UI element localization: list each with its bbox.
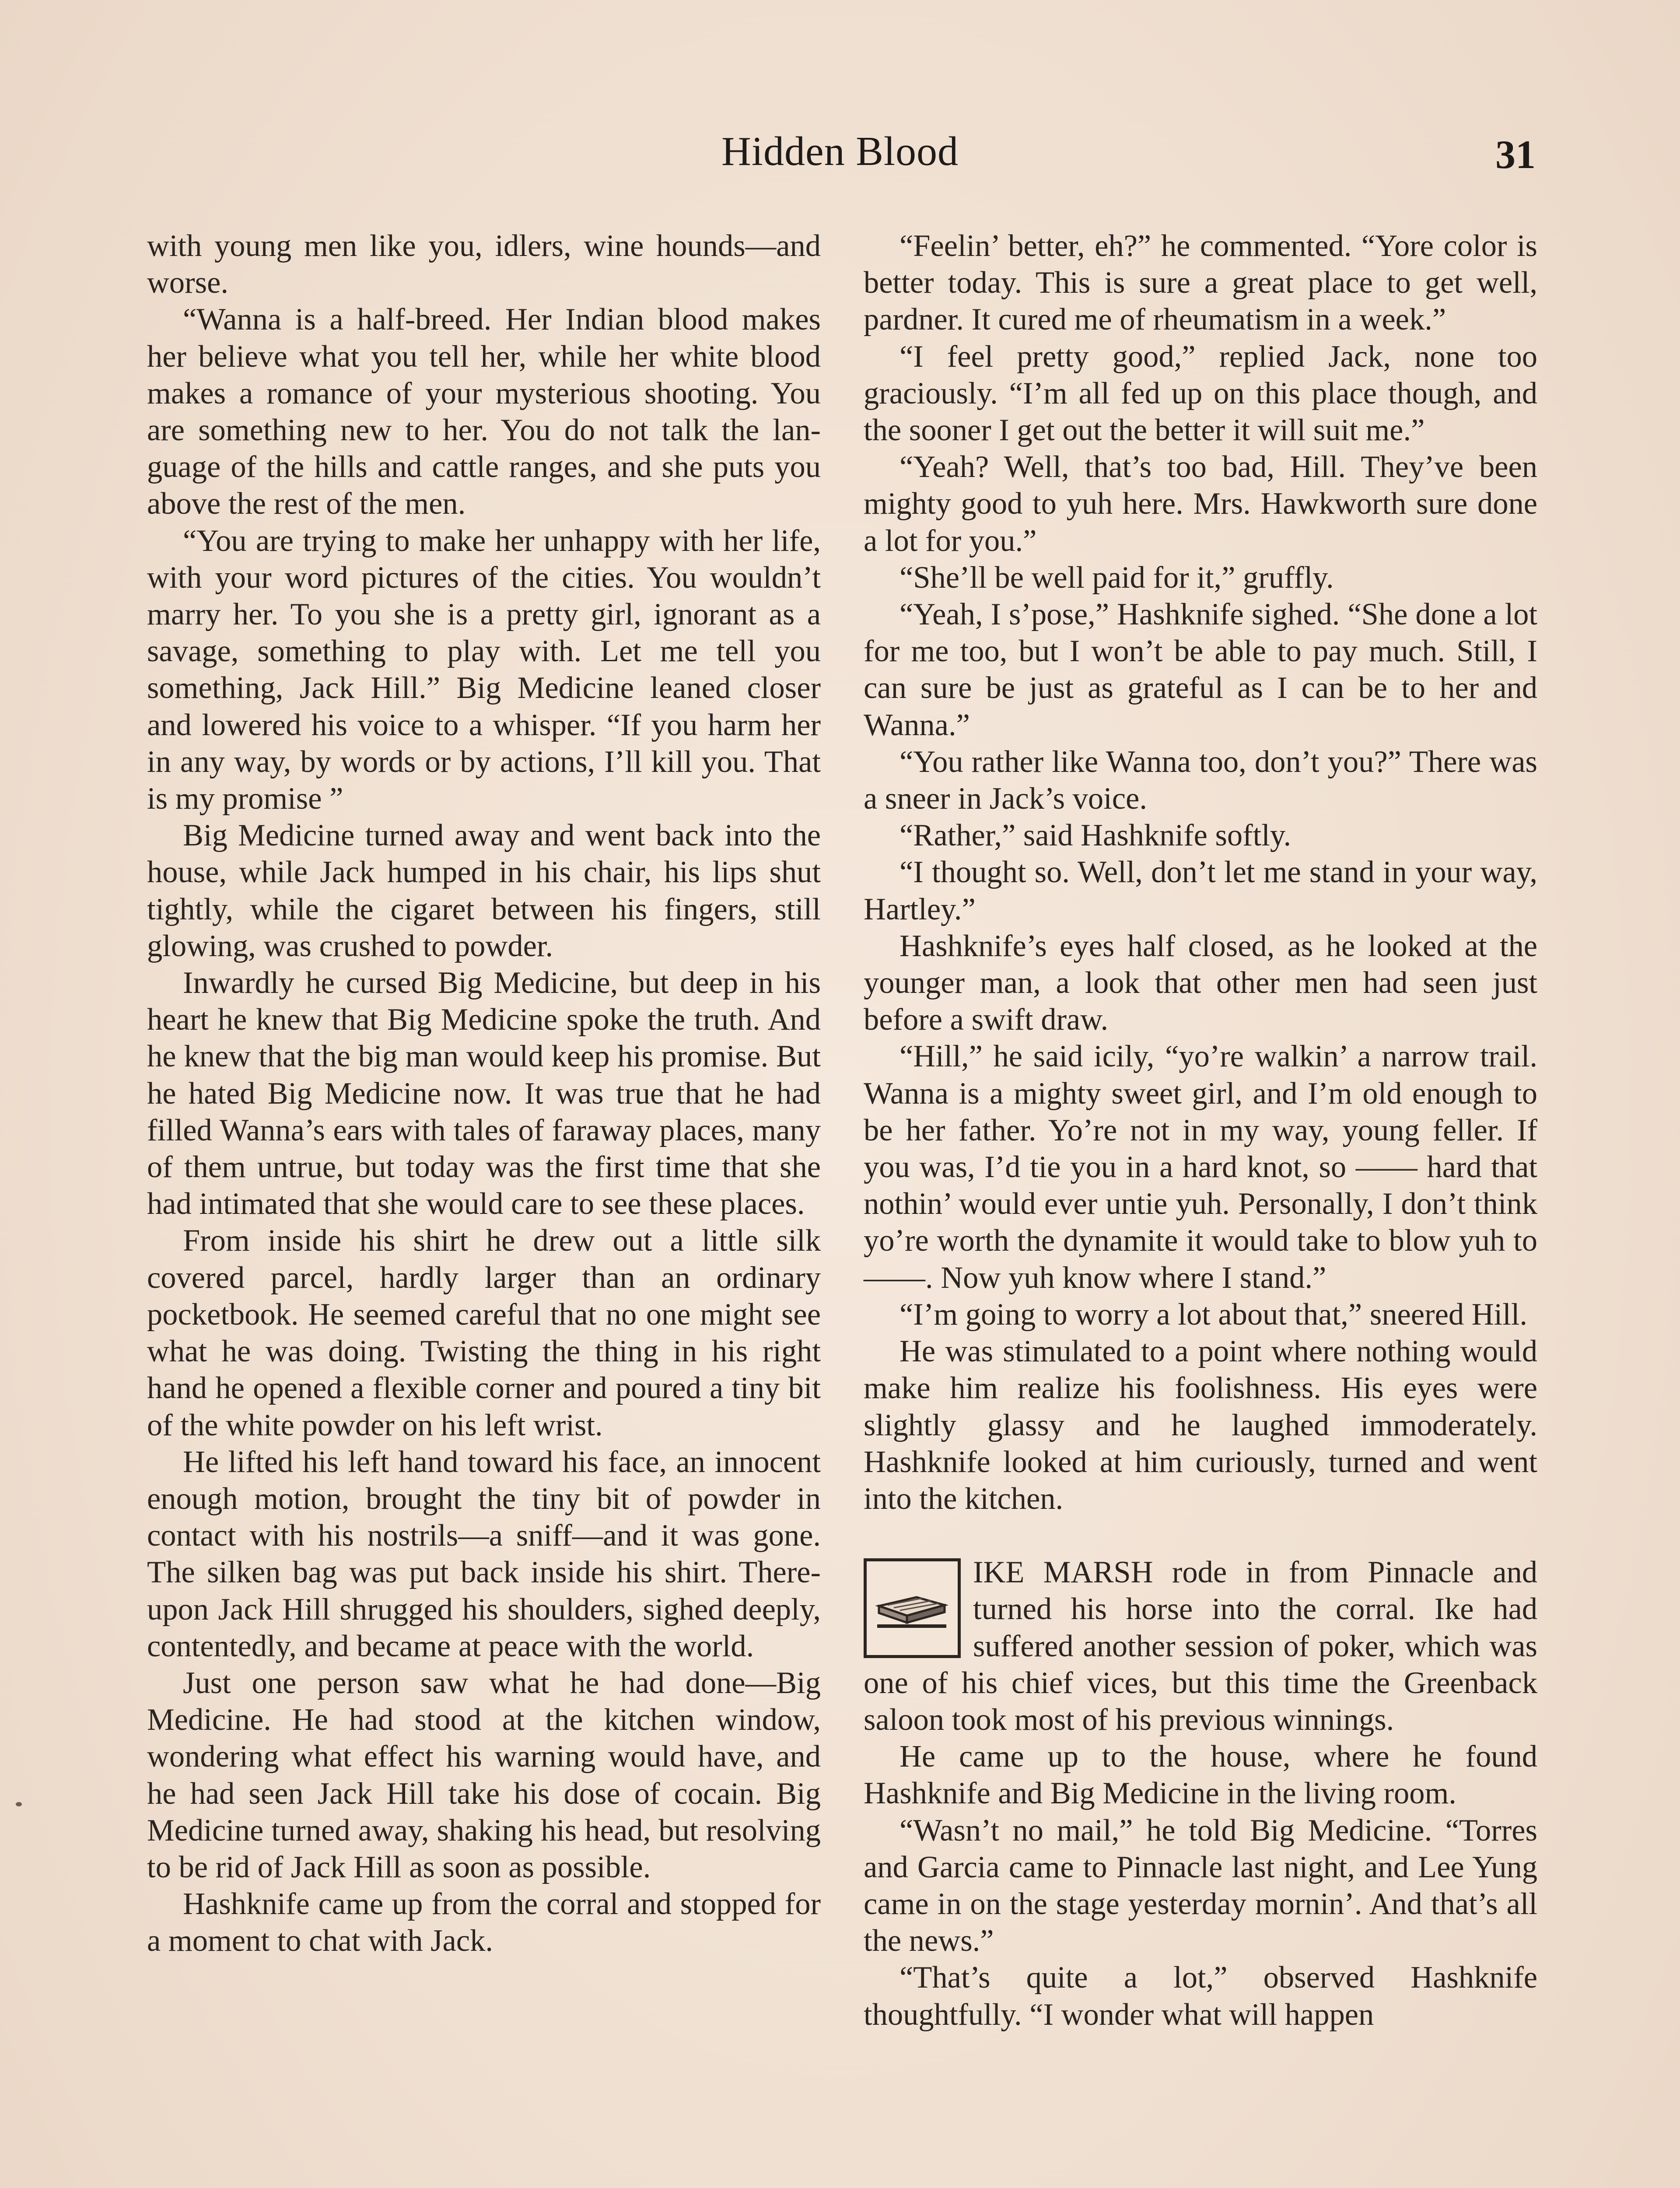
right-paragraph: “I thought so. Well, don’t let me stand in your way, Hartley.” xyxy=(864,855,1537,926)
right-paragraph: Hashknife’s eyes half closed, as he looked at the younger man, a look that other men had seen just before a swift draw. xyxy=(864,929,1537,1037)
left-paragraph: “You are trying to make her unhappy with her life, with your word pictures of the cities. You wouldn’t marry her. To you she is a pretty girl, ignorant as a savage, something to play with. Let me tell you something, Jack Hill.” Big Medicine leaned closer and lowered his voice to a whisper. “If you harm her in any way, by words or by actions, I’ll kill you. That is my promise ” xyxy=(147,523,821,816)
right-paragraph: “I feel pretty good,” replied Jack, none too graciously. “I’m all fed up on this place though, and the sooner I get out the better it will suit me.” xyxy=(864,339,1537,448)
left-paragraph: Big Medicine turned away and went back into the house, while Jack humped in his chair, his lips shut tightly, while the cigaret between his fingers, still glowing, was crushed to powder. xyxy=(147,818,821,963)
left-paragraph: From inside his shirt he drew out a little silk covered parcel, hardly larger than an ordinary pocketbook. He seemed careful that no one might see what he was doing. Twisting the thing in his right hand he opened a flexible corner and poured a tiny bit of the white powder on his left wrist. xyxy=(147,1224,821,1442)
margin-speck xyxy=(16,1802,22,1806)
left-paragraph: He lifted his left hand toward his face, an innocent enough motion, brought the tiny bit of powder in contact with his nostrils—a sniff—and it was gone. The silken bag was put back inside his shirt. Thereupon Jack Hill shrugged his shoulders, sighed deeply, contentedly, and became at peace with the world. xyxy=(147,1445,821,1663)
right-paragraph: “You rather like Wanna too, don’t you?” There was a sneer in Jack’s voice. xyxy=(864,744,1537,816)
drop-cap-block xyxy=(864,1554,1537,1738)
right-paragraph: He came up to the house, where he found Hashknife and Big Medicine in the living room. xyxy=(864,1739,1537,1811)
right-paragraph: “Wasn’t no mail,” he told Big Medicine. “Torres and Garcia came to Pinnacle last night, and Lee Yung came in on the stage yesterday mornin’. And that’s all the news.” xyxy=(864,1813,1537,1958)
right-paragraph: “Feelin’ better, eh?” he commented. “Yore color is better today. This is sure a great place to get well, pardner. It cured me of rheumatism in a week.” xyxy=(864,229,1537,337)
left-paragraph: Hashknife came up from the corral and stopped for a moment to chat with Jack. xyxy=(147,1887,821,1958)
running-header-title: Hidden Blood xyxy=(721,129,959,174)
left-paragraph: Just one person saw what he had done—Big Medicine. He had stood at the kitchen window, wondering what effect his warning would have, and he had seen Jack Hill take his dose of cocain. Big Medicine turned away, shaking his head, but resolving to be rid of Jack Hill as soon as possible. xyxy=(147,1666,821,1884)
right-paragraph: “Hill,” he said icily, “yo’re walkin’ a narrow trail. Wanna is a mighty sweet girl, and I’m old enough to be her father. Yo’re not in my way, young feller. If you was, I’d tie you in a hard knot, so —— hard that nothin’ would ever untie yuh. Personally, I don’t think yo’re worth the dynamite it would take to blow yuh to ——. Now yuh know where I stand.” xyxy=(864,1039,1537,1295)
right-paragraph: “Rather,” said Hashknife softly. xyxy=(900,818,1292,853)
page-number: 31 xyxy=(1495,132,1536,177)
left-text-column xyxy=(147,228,821,1960)
left-paragraph: Inwardly he cursed Big Medicine, but deep in his heart he knew that Big Medicine spoke the truth. And he knew that the big man would keep his promise. But he hated Big Medicine now. It was true that he had filled Wanna’s ears with tales of faraway places, many of them untrue, but today was the first time that she had intimated that she would care to see these places. xyxy=(147,966,821,1221)
drop-cap-paragraph: IKE MARSH rode in from Pinnacle and turned his horse into the corral. Ike had suffered another session of poker, which was one of his chief vices, but this time the Greenback saloon took most of his previous winnings. xyxy=(864,1555,1537,1737)
right-paragraph: “Yeah, I s’pose,” Hashknife sighed. “She done a lot for me too, but I won’t be able to pay much. Still, I can sure be just as grateful as I can be to her and Wanna.” xyxy=(864,597,1537,742)
right-paragraph: “She’ll be well paid for it,” gruffly. xyxy=(900,560,1334,595)
right-paragraph: “That’s quite a lot,” observed Hashknife thoughtfully. “I wonder what will happen xyxy=(864,1960,1537,2032)
drop-cap-illustration xyxy=(864,1558,961,1658)
right-paragraph: “I’m going to worry a lot about that,” sneered Hill. xyxy=(900,1297,1528,1332)
book-icon xyxy=(875,1579,950,1640)
right-paragraph: He was stimulated to a point where nothing would make him realize his foolishness. His eyes were slightly glassy and he laughed immoderately. Hashknife looked at him curiously, turned and went into the kitchen. xyxy=(864,1334,1537,1516)
section-break xyxy=(864,1517,1537,1554)
left-paragraph: “Wanna is a half-breed. Her Indian blood makes her believe what you tell her, while her white blood makes a romance of your mysterious shooting. You are something new to her. You do not talk the language of the hills and cattle ranges, and she puts you above the rest of the men. xyxy=(147,302,821,521)
right-text-column xyxy=(864,228,1537,2033)
right-paragraph: “Yeah? Well, that’s too bad, Hill. They’ve been mighty good to yuh here. Mrs. Hawkworth sure done a lot for you.” xyxy=(864,450,1537,558)
left-paragraph: with young men like you, idlers, wine hounds—and worse. xyxy=(147,229,821,300)
